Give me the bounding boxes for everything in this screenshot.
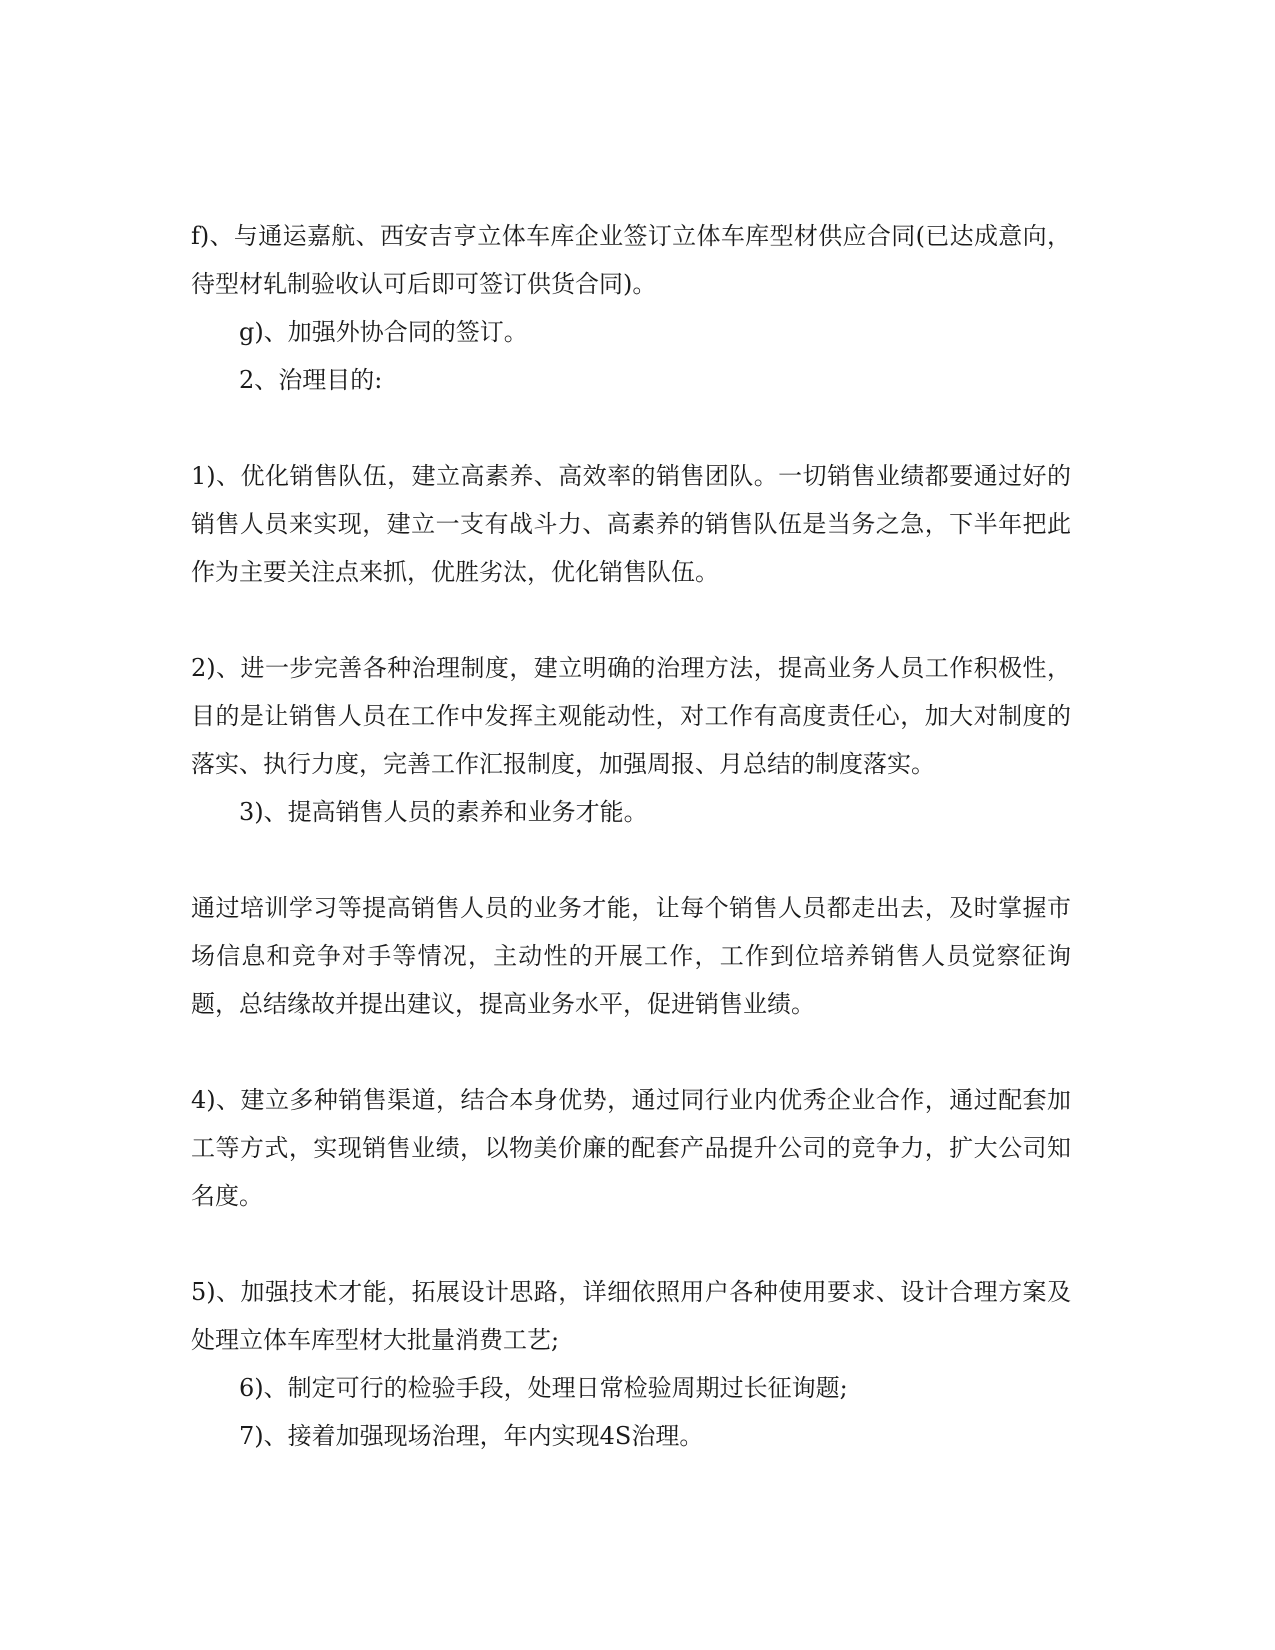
section-heading-management-goals: 2、治理目的: bbox=[239, 366, 383, 394]
paragraph-f: f)、与通运嘉航、西安吉亨立体车库企业签订立体车库型材供应合同(已达成意向，待型材轧制验收认可后即可签订供货合同)。 bbox=[191, 222, 1071, 298]
paragraph-goal-5: 5)、加强技术才能，拓展设计思路，详细依照用户各种使用要求、设计合理方案及处理立体车库型材大批量消费工艺; bbox=[191, 1278, 1071, 1354]
paragraph-goal-1: 1)、优化销售队伍，建立高素养、高效率的销售团队。一切销售业绩都要通过好的销售人员来实现，建立一支有战斗力、高素养的销售队伍是当务之急，下半年把此作为主要关注点来抓，优胜劣汰，优化销售队伍。 bbox=[191, 462, 1071, 586]
document-body bbox=[191, 212, 1071, 1460]
paragraph-goal-7: 7)、接着加强现场治理，年内实现4S治理。 bbox=[239, 1422, 704, 1450]
paragraph-g: g)、加强外协合同的签订。 bbox=[239, 318, 528, 346]
paragraph-goal-6: 6)、制定可行的检验手段，处理日常检验周期过长征询题; bbox=[239, 1374, 848, 1402]
paragraph-goal-3-detail: 通过培训学习等提高销售人员的业务才能，让每个销售人员都走出去，及时掌握市场信息和竞争对手等情况，主动性的开展工作，工作到位培养销售人员觉察征询题，总结缘故并提出建议，提高业务水平，促进销售业绩。 bbox=[191, 894, 1071, 1018]
paragraph-goal-2: 2)、进一步完善各种治理制度，建立明确的治理方法，提高业务人员工作积极性，目的是让销售人员在工作中发挥主观能动性，对工作有高度责任心，加大对制度的落实、执行力度，完善工作汇报制度，加强周报、月总结的制度落实。 bbox=[191, 654, 1071, 778]
paragraph-goal-3: 3)、提高销售人员的素养和业务才能。 bbox=[239, 798, 648, 826]
paragraph-goal-4: 4)、建立多种销售渠道，结合本身优势，通过同行业内优秀企业合作，通过配套加工等方式，实现销售业绩，以物美价廉的配套产品提升公司的竞争力，扩大公司知名度。 bbox=[191, 1086, 1071, 1210]
